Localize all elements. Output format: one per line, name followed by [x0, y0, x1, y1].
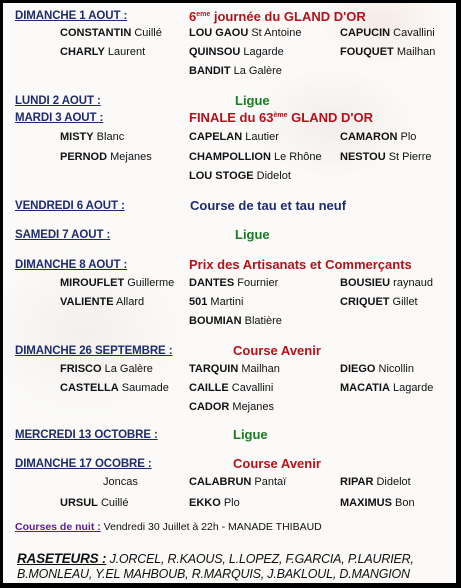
program-sheet: [3, 3, 456, 583]
raseteurs-line-2: B.MONLEAU, Y.EL MAHBOUB, R.MARQUIS, J.BAKLOUL, D.MANGION: [17, 567, 410, 581]
bull: TARQUIN Mailhan: [189, 363, 280, 375]
bull: 501 Martini: [189, 296, 244, 308]
bull: LOU STOGE Didelot: [189, 170, 291, 182]
bull: PERNOD Mejanes: [60, 151, 152, 163]
date-e5: SAMEDI 7 AOUT :: [15, 229, 111, 241]
event-e8: Ligue: [233, 427, 268, 442]
bull: CASTELLA Saumade: [60, 382, 169, 394]
bull: MACATIA Lagarde: [340, 382, 434, 394]
event-e6: Prix des Artisanats et Commerçants: [189, 257, 412, 272]
bull: BANDIT La Galère: [189, 65, 282, 77]
bull: CAILLE Cavallini: [189, 382, 274, 394]
date-e9: DIMANCHE 17 OCOBRE :: [15, 458, 152, 470]
event-e1: 6eme journée du GLAND D'OR: [189, 9, 366, 24]
bull: FOUQUET Mailhan: [340, 46, 436, 58]
date-e3: MARDI 3 AOUT :: [15, 112, 104, 124]
bull: MIROUFLET Guillerme: [60, 277, 175, 289]
date-e2: LUNDI 2 AOUT :: [15, 95, 101, 107]
bull: URSUL Cuillé: [60, 497, 129, 509]
event-e2: Ligue: [235, 93, 270, 108]
bull: MAXIMUS Bon: [340, 497, 415, 509]
bull: BOUMIAN Blatière: [189, 315, 282, 327]
bull: MISTY Blanc: [60, 131, 125, 143]
date-e8: MERCREDI 13 OCTOBRE :: [15, 429, 158, 441]
bull: VALIENTE Allard: [60, 296, 145, 308]
bull: Joncas: [103, 476, 138, 488]
event-e9: Course Avenir: [233, 456, 321, 471]
bull: CAPUCIN Cavallini: [340, 27, 435, 39]
raseteurs: [17, 551, 447, 582]
bull: CADOR Mejanes: [189, 401, 274, 413]
bull: CAMARON Plo: [340, 131, 417, 143]
event-e3: FINALE du 63ème GLAND D'OR: [189, 110, 373, 125]
raseteurs-line-1: RASETEURS : J.ORCEL, R.KAOUS, L.LOPEZ, F.GARCIA, P.LAURIER,: [17, 551, 414, 566]
date-e6: DIMANCHE 8 AOUT :: [15, 259, 128, 271]
event-e4: Course de tau et tau neuf: [190, 198, 347, 213]
bull: CHAMPOLLION Le Rhône: [189, 151, 322, 163]
date-e4: VENDREDI 6 AOUT :: [15, 200, 125, 212]
bull: RIPAR Didelot: [340, 476, 411, 488]
bull: FRISCO La Galère: [60, 363, 153, 375]
bull: DIEGO Nicollin: [340, 363, 414, 375]
bull: DANTES Fournier: [189, 277, 279, 289]
night-courses: Courses de nuit : Vendredi 30 Juillet à 22h - MANADE THIBAUD: [15, 521, 322, 533]
date-e7: DIMANCHE 26 SEPTEMBRE :: [15, 345, 173, 357]
bull: CALABRUN Pantaï: [189, 476, 287, 488]
bull: EKKO Plo: [189, 497, 240, 509]
bull: QUINSOU Lagarde: [189, 46, 284, 58]
event-e7: Course Avenir: [233, 343, 321, 358]
bull: LOU GAOU St Antoine: [189, 27, 302, 39]
event-e5: Ligue: [235, 227, 270, 242]
bull: CONSTANTIN Cuillé: [60, 27, 162, 39]
bull: CRIQUET Gillet: [340, 296, 418, 308]
bull: NESTOU St Pierre: [340, 151, 432, 163]
bull: CHARLY Laurent: [60, 46, 146, 58]
bull: CAPELAN Lautier: [189, 131, 279, 143]
date-e1: DIMANCHE 1 AOUT :: [15, 10, 128, 22]
bull: BOUSIEU raynaud: [340, 277, 433, 289]
